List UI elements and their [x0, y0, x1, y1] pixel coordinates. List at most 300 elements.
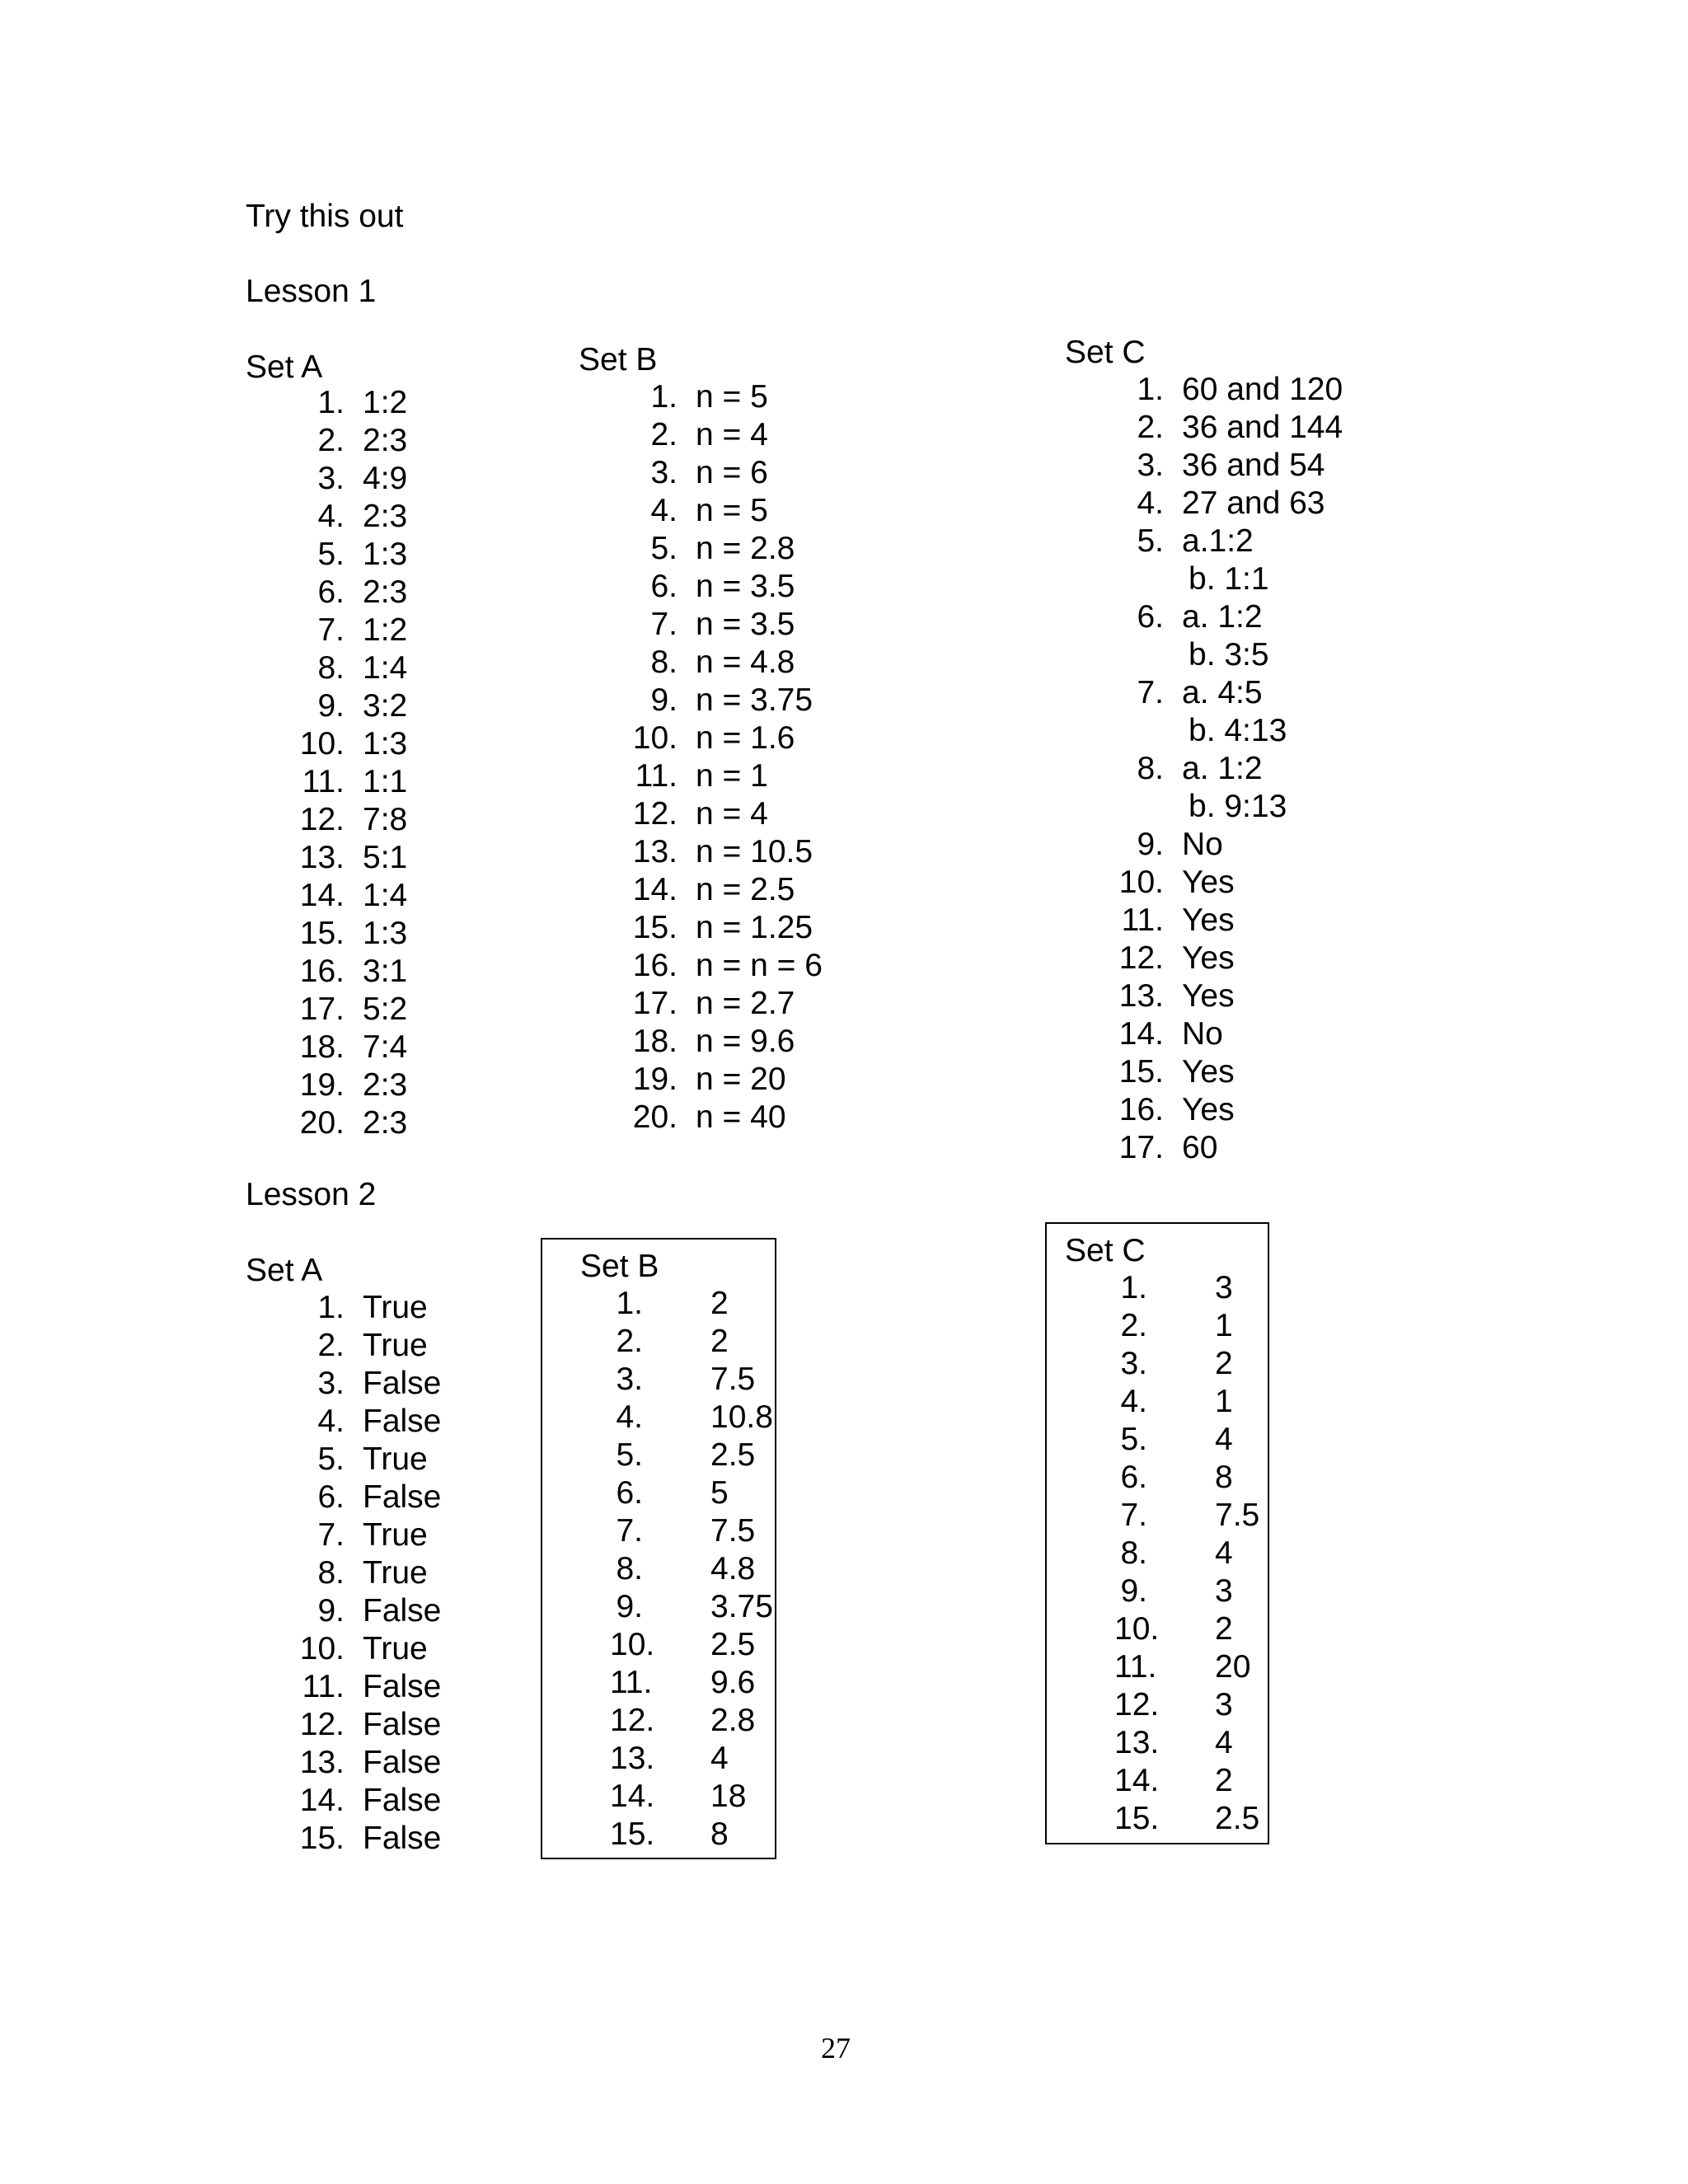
answer-number: 13.: [632, 834, 678, 869]
answer-item: [295, 1592, 501, 1630]
answer-item: [610, 1778, 767, 1816]
answer-item: [610, 1323, 767, 1361]
answer-item: [628, 568, 875, 606]
answer-item: [295, 1327, 501, 1365]
answer-number: 9.: [1137, 827, 1164, 862]
answer-item: [1114, 1421, 1263, 1459]
answer-value: 27 and 63: [1182, 485, 1325, 521]
answer-value: False: [363, 1783, 442, 1818]
answer-item: [1114, 1535, 1263, 1572]
answer-number: 16.: [632, 948, 678, 983]
answer-value: n = 9.6: [696, 1024, 795, 1059]
answer-number: 13.: [1114, 1725, 1160, 1760]
answer-item: [295, 915, 460, 953]
answer-value: 7.5: [710, 1513, 756, 1549]
answer-value: 7:8: [363, 802, 408, 837]
answer-item: [1114, 902, 1444, 940]
answer-item: [1114, 447, 1444, 485]
answer-item: [1114, 485, 1444, 523]
answer-number: 15.: [1114, 1801, 1160, 1836]
lesson1-setC-list: [1114, 371, 1444, 1167]
answer-item: [1114, 1345, 1263, 1383]
answer-number: 20.: [299, 1105, 345, 1141]
answer-value: Yes: [1182, 1092, 1235, 1127]
answer-value: 1:2: [363, 612, 408, 648]
answer-number: 5.: [1120, 1422, 1147, 1457]
answer-number: 17.: [299, 991, 345, 1027]
lesson2-setC-title: Set C: [1065, 1233, 1146, 1268]
lesson2-setA-list: [295, 1289, 501, 1858]
answer-number: 16.: [299, 954, 345, 989]
answer-number: 10.: [632, 720, 678, 756]
answer-item: [295, 1554, 501, 1592]
answer-value: 1:4: [363, 650, 408, 686]
answer-item: [1114, 1383, 1263, 1421]
answer-number: 20.: [632, 1099, 678, 1135]
answer-value: b. 4:13: [1189, 713, 1287, 748]
answer-value: 36 and 54: [1182, 448, 1325, 483]
answer-item: [295, 1104, 460, 1142]
answer-value: 4: [1215, 1535, 1233, 1571]
answer-number: 3.: [1120, 1346, 1147, 1381]
answer-value: n = 40: [696, 1099, 786, 1135]
answer-item: [295, 763, 460, 801]
answer-number: 15.: [299, 1821, 345, 1856]
answer-item: [1114, 1762, 1263, 1800]
answer-item: [628, 416, 875, 454]
answer-value: n = 2.5: [696, 872, 795, 907]
answer-number: 11.: [1121, 902, 1164, 938]
answer-value: a. 4:5: [1182, 675, 1263, 710]
lesson2-setB-list: [610, 1285, 773, 1854]
answer-number: 11.: [302, 764, 345, 799]
lesson2-setA-title: Set A: [246, 1253, 323, 1288]
answer-item: [628, 833, 875, 871]
answer-number: 12.: [632, 796, 678, 832]
answer-number: 15.: [610, 1816, 655, 1852]
answer-number: 12.: [1118, 940, 1164, 976]
answer-number: 10.: [1114, 1611, 1160, 1647]
answer-item: [295, 574, 460, 612]
answer-item: [295, 1289, 501, 1327]
answer-number: 8.: [650, 644, 678, 680]
answer-item: [1114, 750, 1444, 788]
answer-value: 1: [1215, 1384, 1233, 1419]
answer-item: [295, 460, 460, 498]
answer-item: [610, 1740, 767, 1778]
answer-item: [295, 1403, 501, 1441]
answer-value: b. 3:5: [1189, 637, 1269, 673]
answer-number: 10.: [299, 1631, 345, 1666]
answer-item: [628, 644, 875, 682]
answer-item: [628, 530, 875, 568]
answer-value: No: [1182, 1016, 1223, 1052]
answer-value: Yes: [1182, 978, 1235, 1014]
answer-item: [1114, 977, 1444, 1015]
answer-number: 2.: [317, 1328, 345, 1363]
answer-item: [295, 649, 460, 687]
answer-value: 2.5: [710, 1627, 756, 1662]
answer-number: 4.: [650, 493, 678, 528]
answer-number: 8.: [1120, 1535, 1147, 1571]
answer-number: 5.: [317, 537, 345, 572]
answer-value: n = n = 6: [696, 948, 823, 983]
answer-item: [628, 947, 875, 985]
answer-value: 36 and 144: [1182, 410, 1343, 445]
answer-value: 2: [1215, 1763, 1233, 1798]
answer-value: 8: [710, 1816, 729, 1852]
answer-number: 7.: [317, 612, 345, 648]
answer-number: 6.: [1137, 599, 1164, 635]
answer-item: [295, 1744, 501, 1782]
answer-value: 5:2: [363, 991, 408, 1027]
answer-value: n = 1.25: [696, 910, 814, 945]
answer-item: [1114, 712, 1444, 750]
answer-value: False: [363, 1404, 442, 1439]
answer-number: 18.: [299, 1029, 345, 1065]
answer-number: 16.: [1118, 1092, 1164, 1127]
answer-number: 4.: [1137, 485, 1164, 521]
answer-value: 1:4: [363, 878, 408, 913]
answer-value: 2: [1215, 1346, 1233, 1381]
answer-value: True: [363, 1555, 428, 1591]
answer-item: [295, 498, 460, 536]
answer-item: [610, 1588, 773, 1626]
answer-item: [628, 606, 875, 644]
answer-number: 15.: [632, 910, 678, 945]
answer-value: 1: [1215, 1308, 1233, 1343]
answer-number: 5.: [1137, 523, 1164, 559]
answer-item: [1114, 1497, 1263, 1535]
answer-number: 13.: [299, 840, 345, 875]
answer-number: 13.: [610, 1741, 655, 1776]
answer-value: 2:3: [363, 574, 408, 610]
answer-item: [295, 1706, 501, 1744]
answer-value: b. 9:13: [1189, 789, 1287, 824]
answer-value: 7.5: [1215, 1497, 1260, 1533]
answer-number: 6.: [616, 1475, 643, 1511]
answer-item: [610, 1474, 767, 1512]
answer-value: True: [363, 1441, 428, 1477]
answer-value: n = 4: [696, 417, 768, 452]
answer-item: [295, 1668, 501, 1706]
answer-value: a. 1:2: [1182, 599, 1263, 635]
answer-number: 7.: [650, 607, 678, 642]
answer-number: 14.: [1118, 1016, 1164, 1052]
answer-number: 12.: [299, 1707, 345, 1742]
answer-value: 5: [710, 1475, 729, 1511]
answer-item: [1114, 409, 1444, 447]
answer-number: 15.: [299, 916, 345, 951]
answer-value: False: [363, 1479, 442, 1515]
answer-value: n = 1.6: [696, 720, 795, 756]
answer-value: 4.8: [710, 1551, 756, 1586]
answer-number: 13.: [1118, 978, 1164, 1014]
answer-value: Yes: [1182, 1054, 1235, 1090]
answer-item: [295, 1479, 501, 1516]
answer-number: 14.: [299, 878, 345, 913]
answer-item: [628, 719, 875, 757]
answer-value: a. 1:2: [1182, 751, 1263, 786]
answer-value: b. 1:1: [1189, 561, 1269, 597]
answer-value: 9.6: [710, 1665, 756, 1700]
answer-number: 2.: [317, 423, 345, 458]
answer-number: 11.: [1114, 1649, 1157, 1685]
answer-value: No: [1182, 827, 1223, 862]
answer-value: n = 3.5: [696, 607, 795, 642]
answer-item: [1114, 1091, 1444, 1129]
answer-number: 1.: [317, 385, 345, 420]
answer-item: [1114, 1724, 1263, 1762]
answer-item: [1114, 1648, 1263, 1686]
answer-number: 4.: [317, 1404, 345, 1439]
answer-number: 7.: [1137, 675, 1164, 710]
lesson2-setC-list: [1114, 1269, 1263, 1838]
answer-number: 2.: [616, 1324, 643, 1359]
answer-number: 14.: [632, 872, 678, 907]
answer-number: 1.: [616, 1286, 643, 1321]
answer-value: n = 3.75: [696, 682, 814, 718]
answer-value: False: [363, 1593, 442, 1629]
answer-value: 4: [1215, 1725, 1233, 1760]
lesson1-setB-title: Set B: [579, 342, 658, 377]
answer-value: True: [363, 1631, 428, 1666]
answer-value: Yes: [1182, 902, 1235, 938]
answer-number: 5.: [616, 1437, 643, 1473]
answer-item: [295, 1029, 460, 1066]
answer-value: n = 5: [696, 493, 768, 528]
answer-number: 7.: [616, 1513, 643, 1549]
answer-number: 19.: [632, 1062, 678, 1097]
answer-item: [610, 1436, 767, 1474]
answer-value: n = 3.5: [696, 569, 795, 604]
answer-number: 9.: [616, 1589, 643, 1624]
answer-item: [1114, 1459, 1263, 1497]
answer-number: 14.: [610, 1779, 655, 1814]
answer-value: 2.8: [710, 1703, 756, 1738]
answer-item: [1114, 523, 1444, 560]
answer-item: [610, 1512, 767, 1550]
answer-item: [628, 1061, 875, 1099]
answer-value: n = 2.7: [696, 986, 795, 1021]
answer-number: 12.: [610, 1703, 655, 1738]
answer-number: 7.: [1120, 1497, 1147, 1533]
answer-value: 10.8: [710, 1399, 773, 1435]
answer-number: 18.: [632, 1024, 678, 1059]
answer-item: [1114, 1686, 1263, 1724]
answer-number: 6.: [650, 569, 678, 604]
answer-number: 5.: [317, 1441, 345, 1477]
answer-value: 60: [1182, 1130, 1218, 1165]
answer-item: [1114, 1053, 1444, 1091]
answer-item: [610, 1626, 767, 1664]
answer-number: 1.: [1120, 1270, 1147, 1305]
answer-number: 5.: [650, 531, 678, 566]
answer-value: 1:3: [363, 916, 408, 951]
answer-item: [1114, 788, 1444, 826]
lesson1-setA-list: [295, 384, 460, 1142]
answer-number: 11.: [610, 1665, 653, 1700]
answer-item: [610, 1550, 767, 1588]
answer-number: 3.: [317, 1366, 345, 1401]
answer-value: 3.75: [710, 1589, 773, 1624]
answer-value: False: [363, 1366, 442, 1401]
answer-number: 9.: [1120, 1573, 1147, 1609]
answer-value: 3:2: [363, 688, 408, 724]
answer-item: [1114, 940, 1444, 977]
lesson1-setA-title: Set A: [246, 349, 323, 385]
answer-number: 13.: [299, 1745, 345, 1780]
lesson2-title: Lesson 2: [246, 1177, 377, 1212]
answer-value: 1:1: [363, 764, 408, 799]
answer-item: [628, 1099, 875, 1137]
answer-number: 14.: [299, 1783, 345, 1818]
answer-item: [628, 492, 875, 530]
answer-value: 4: [710, 1741, 729, 1776]
answer-number: 8.: [1137, 751, 1164, 786]
answer-number: 4.: [616, 1399, 643, 1435]
answer-number: 4.: [317, 499, 345, 534]
answer-value: 4: [1215, 1422, 1233, 1457]
answer-value: 3: [1215, 1687, 1233, 1722]
answer-item: [628, 871, 875, 909]
answer-item: [628, 378, 875, 416]
answer-value: a.1:2: [1182, 523, 1254, 559]
answer-number: 17.: [1118, 1130, 1164, 1165]
answer-value: 5:1: [363, 840, 408, 875]
answer-number: 3.: [317, 461, 345, 496]
answer-item: [1114, 1129, 1444, 1167]
answer-item: [628, 1023, 875, 1061]
answer-item: [295, 877, 460, 915]
answer-item: [1114, 674, 1444, 712]
answer-item: [1114, 371, 1444, 409]
answer-value: False: [363, 1669, 442, 1704]
lesson1-title: Lesson 1: [246, 274, 377, 309]
answer-value: 8: [1215, 1460, 1233, 1495]
answer-item: [295, 1782, 501, 1820]
answer-value: False: [363, 1745, 442, 1780]
answer-value: 2:3: [363, 1067, 408, 1103]
answer-number: 3.: [616, 1361, 643, 1397]
answer-number: 1.: [650, 379, 678, 415]
answer-number: 4.: [1120, 1384, 1147, 1419]
answer-number: 1.: [1137, 372, 1164, 407]
answer-number: 3.: [1137, 448, 1164, 483]
answer-number: 14.: [1114, 1763, 1160, 1798]
answer-item: [295, 1066, 460, 1104]
answer-item: [295, 612, 460, 649]
answer-item: [610, 1702, 767, 1740]
page-heading: Try this out: [246, 199, 404, 234]
answer-value: n = 10.5: [696, 834, 814, 869]
answer-item: [610, 1399, 773, 1436]
answer-value: False: [363, 1707, 442, 1742]
answer-value: n = 4.8: [696, 644, 795, 680]
answer-item: [295, 991, 460, 1029]
answer-number: 15.: [1118, 1054, 1164, 1090]
answer-item: [628, 795, 875, 833]
answer-number: 17.: [632, 986, 678, 1021]
answer-number: 11.: [302, 1669, 345, 1704]
answer-number: 8.: [317, 650, 345, 686]
answer-item: [295, 1820, 501, 1858]
answer-value: True: [363, 1328, 428, 1363]
answer-value: 7:4: [363, 1029, 408, 1065]
answer-item: [1114, 826, 1444, 864]
answer-item: [1114, 1307, 1263, 1345]
answer-number: 8.: [616, 1551, 643, 1586]
answer-item: [1114, 598, 1444, 636]
page-number: 27: [821, 2032, 851, 2064]
answer-item: [295, 1630, 501, 1668]
answer-number: 2.: [1137, 410, 1164, 445]
answer-number: 9.: [317, 688, 345, 724]
answer-number: 7.: [317, 1517, 345, 1553]
answer-number: 6.: [317, 1479, 345, 1515]
answer-value: 1:3: [363, 537, 408, 572]
answer-item: [1114, 1610, 1263, 1648]
answer-value: Yes: [1182, 940, 1235, 976]
answer-item: [295, 1441, 501, 1479]
answer-value: 2: [710, 1324, 729, 1359]
answer-value: n = 6: [696, 455, 768, 490]
answer-number: 12.: [1114, 1687, 1160, 1722]
answer-value: 2:3: [363, 1105, 408, 1141]
answer-item: [1114, 636, 1444, 674]
answer-item: [1114, 1800, 1263, 1838]
answer-item: [1114, 1015, 1444, 1053]
answer-item: [295, 801, 460, 839]
answer-item: [295, 536, 460, 574]
answer-item: [1114, 1269, 1263, 1307]
answer-value: True: [363, 1290, 428, 1325]
answer-item: [610, 1361, 767, 1399]
answer-value: 18: [710, 1779, 747, 1814]
answer-value: n = 4: [696, 796, 768, 832]
answer-value: 2:3: [363, 499, 408, 534]
answer-value: 1:2: [363, 385, 408, 420]
answer-value: n = 20: [696, 1062, 786, 1097]
answer-item: [295, 384, 460, 422]
answer-number: 10.: [1118, 865, 1164, 900]
lesson1-setB-list: [628, 378, 875, 1137]
answer-value: n = 2.8: [696, 531, 795, 566]
answer-number: 6.: [1120, 1460, 1147, 1495]
answer-number: 8.: [317, 1555, 345, 1591]
answer-number: 6.: [317, 574, 345, 610]
answer-item: [1114, 560, 1444, 598]
answer-item: [628, 985, 875, 1023]
answer-item: [295, 839, 460, 877]
answer-value: 2.5: [1215, 1801, 1260, 1836]
answer-item: [295, 1365, 501, 1403]
answer-item: [295, 1516, 501, 1554]
answer-item: [1114, 864, 1444, 902]
answer-number: 1.: [317, 1290, 345, 1325]
answer-value: 2: [1215, 1611, 1233, 1647]
answer-value: Yes: [1182, 865, 1235, 900]
answer-number: 3.: [650, 455, 678, 490]
answer-item: [610, 1285, 767, 1323]
answer-value: False: [363, 1821, 442, 1856]
answer-value: n = 1: [696, 758, 768, 794]
answer-item: [610, 1816, 767, 1854]
answer-item: [295, 725, 460, 763]
answer-item: [1114, 1572, 1263, 1610]
answer-item: [628, 757, 875, 795]
answer-number: 11.: [635, 758, 678, 794]
